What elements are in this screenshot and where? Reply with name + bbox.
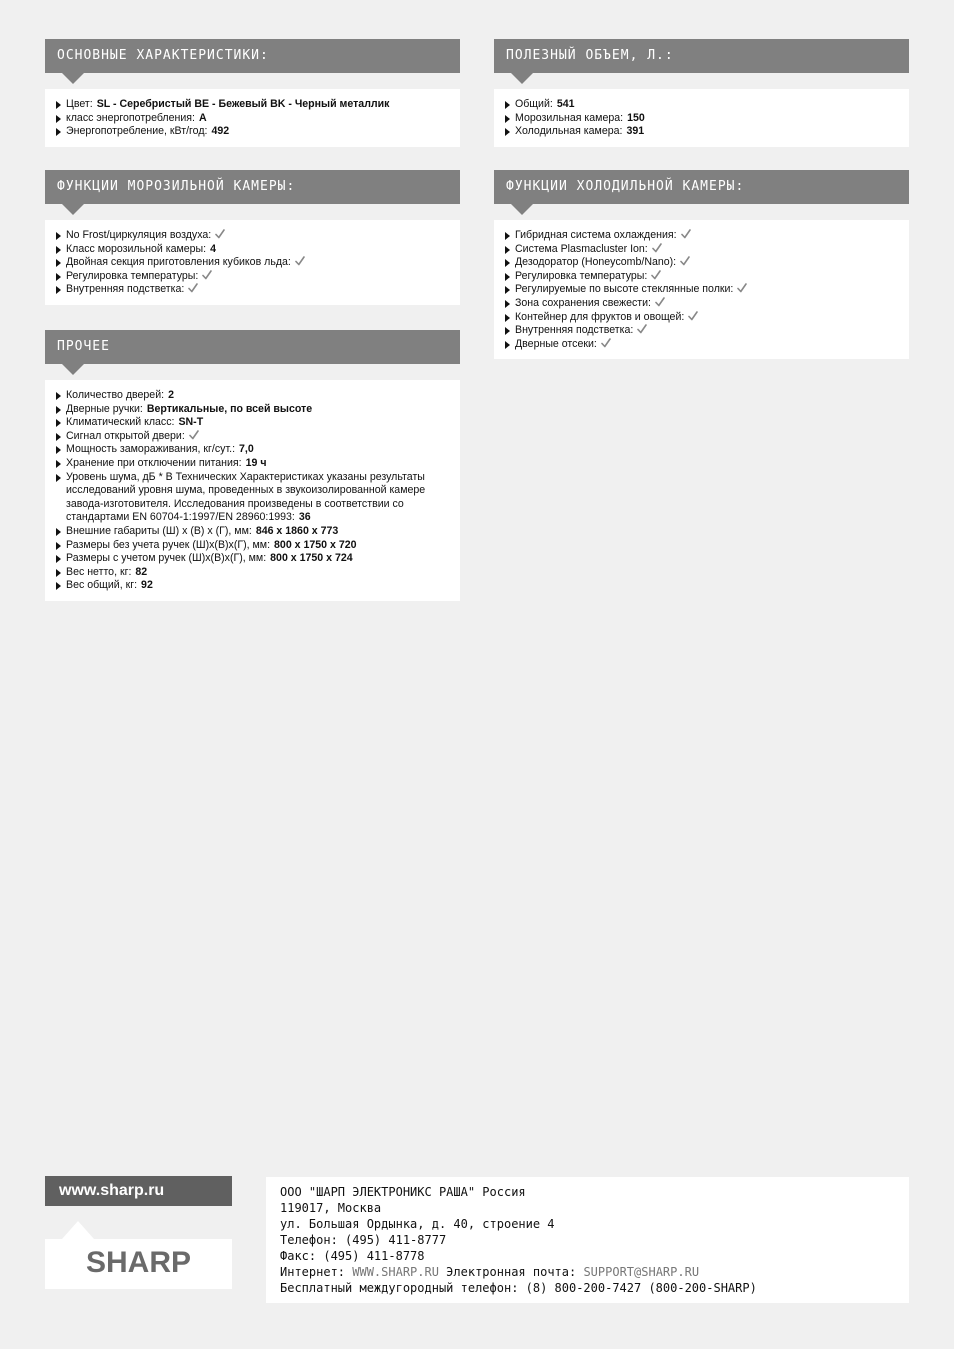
website-url[interactable]: www.sharp.ru xyxy=(45,1176,232,1206)
checkmark-icon xyxy=(295,256,305,266)
spec-item xyxy=(505,338,899,352)
spec-item xyxy=(56,457,450,471)
section-title: ФУНКЦИИ МОРОЗИЛЬНОЙ КАМЕРЫ: xyxy=(45,170,460,204)
spec-label: Внешние габариты (Ш) х (В) х (Г), мм: xyxy=(66,524,252,537)
spec-item xyxy=(56,389,450,403)
hotline: Бесплатный междугородный телефон: (8) 800-200-7427 (800-200-SHARP) xyxy=(280,1281,757,1295)
email-label: Электронная почта: xyxy=(438,1265,584,1279)
spec-label: класс энергопотребления: xyxy=(66,111,195,124)
spec-label: Гибридная система охлаждения: xyxy=(515,229,677,241)
section-freezer-functions xyxy=(45,170,460,305)
spec-label: Энергопотребление, кВт/год: xyxy=(66,125,208,138)
spec-label: Двойная секция приготовления кубиков льда: xyxy=(66,256,291,269)
spec-item xyxy=(56,566,450,580)
fax: Факс: (495) 411-8778 xyxy=(280,1249,425,1263)
spec-label: Климатический класс: xyxy=(66,416,175,429)
spec-label: Сигнал открытой двери: xyxy=(66,429,185,442)
section-body xyxy=(45,380,460,601)
spec-label: Размеры без учета ручек (Ш)х(В)х(Г), мм: xyxy=(66,538,271,551)
spec-item xyxy=(56,525,450,539)
spec-value: 4 xyxy=(210,242,216,255)
spec-value: 19 ч xyxy=(245,456,267,469)
checkmark-icon xyxy=(688,311,698,321)
spec-label: Внутренняя подстветка: xyxy=(515,324,634,337)
checkmark-icon xyxy=(188,283,198,293)
section-title: ФУНКЦИИ ХОЛОДИЛЬНОЙ КАМЕРЫ: xyxy=(494,170,909,204)
spec-item xyxy=(505,229,899,243)
section-title: ПРОЧЕЕ xyxy=(45,330,460,364)
spec-label: No Frost/циркуляция воздуха: xyxy=(66,229,212,241)
logo-pointer xyxy=(62,1221,94,1239)
spec-item xyxy=(56,112,450,126)
spec-label: Вес общий, кг: xyxy=(66,579,138,592)
checkmark-icon xyxy=(637,324,647,334)
spec-item xyxy=(56,125,450,139)
spec-label: Зона сохранения свежести: xyxy=(515,296,652,309)
checkmark-icon xyxy=(681,229,691,239)
spec-label: Класс морозильной камеры: xyxy=(66,242,207,255)
phone: Телефон: (495) 411-8777 xyxy=(280,1233,447,1247)
spec-label: Количество дверей: xyxy=(66,389,165,401)
spec-value: A xyxy=(198,111,207,124)
spec-item xyxy=(56,579,450,593)
spec-item xyxy=(56,539,450,553)
spec-value: 846 x 1860 x 773 xyxy=(255,524,339,537)
spec-item xyxy=(56,552,450,566)
section-other xyxy=(45,330,460,601)
spec-label: Размеры с учетом ручек (Ш)х(В)х(Г), мм: xyxy=(66,552,267,565)
spec-label: Общий: xyxy=(515,98,553,110)
spec-value: 541 xyxy=(556,98,575,110)
spec-label: Хранение при отключении питания: xyxy=(66,456,242,469)
spec-item xyxy=(56,416,450,430)
spec-label: Регулировка температуры: xyxy=(515,269,648,282)
spec-item xyxy=(505,311,899,325)
checkmark-icon xyxy=(652,243,662,253)
spec-value: 82 xyxy=(135,565,148,578)
spec-item xyxy=(56,256,450,270)
spec-item xyxy=(56,243,450,257)
spec-label: Морозильная камера: xyxy=(515,111,624,124)
checkmark-icon xyxy=(189,430,199,440)
section-main-specs xyxy=(45,39,460,147)
spec-value: 36 xyxy=(298,511,311,524)
spec-value: 391 xyxy=(626,125,645,138)
spec-label: Дезодоратор (Honeycomb/Nano): xyxy=(515,256,677,269)
spec-value: 2 xyxy=(168,389,174,401)
spec-label: Мощность замораживания, кг/сут.: xyxy=(66,443,236,456)
spec-item xyxy=(505,297,899,311)
spec-label: Регулировка температуры: xyxy=(66,269,199,282)
spec-label: Внутренняя подстветка: xyxy=(66,283,185,296)
spec-item xyxy=(56,270,450,284)
spec-value: 7,0 xyxy=(239,443,254,456)
section-body xyxy=(45,89,460,147)
checkmark-icon xyxy=(202,270,212,280)
spec-value: 492 xyxy=(211,125,230,138)
checkmark-icon xyxy=(215,229,225,239)
section-volume xyxy=(494,39,909,147)
spec-value: SL - Серебристый BE - Бежевый BK - Черный металлик xyxy=(96,98,390,110)
spec-item xyxy=(505,256,899,270)
spec-label: Холодильная камера: xyxy=(515,125,623,138)
spec-item xyxy=(505,98,899,112)
spec-item xyxy=(505,270,899,284)
spec-item xyxy=(56,403,450,417)
spec-label: Уровень шума, дБ * В Технических Характеристиках указаны результаты исследований уровня шума, проведенных в звукоизолированной камере завода-изготовителя. Исследования произведены в соответствии со стандартами EN 60704-1:1997/EN 28960:1993: xyxy=(66,470,426,524)
spec-item xyxy=(505,125,899,139)
spec-label: Дверные ручки: xyxy=(66,402,143,415)
spec-value: 150 xyxy=(627,111,645,124)
logo-panel xyxy=(45,1239,232,1289)
postcode-city: 119017, Москва xyxy=(280,1201,382,1215)
spec-label: Дверные отсеки: xyxy=(515,337,597,350)
internet-email-line xyxy=(280,1264,909,1280)
spec-label: Регулируемые по высоте стеклянные полки: xyxy=(515,283,734,296)
checkmark-icon xyxy=(651,270,661,280)
spec-value: 92 xyxy=(141,579,153,592)
spec-label: Контейнер для фруктов и овощей: xyxy=(515,310,685,323)
section-title: ОСНОВНЫЕ ХАРАКТЕРИСТИКИ: xyxy=(45,39,460,73)
spec-item xyxy=(505,243,899,257)
section-title: ПОЛЕЗНЫЙ ОБЪЕМ, Л.: xyxy=(494,39,909,73)
internet-link[interactable]: WWW.SHARP.RU xyxy=(352,1265,439,1279)
spec-item xyxy=(56,229,450,243)
section-body xyxy=(494,220,909,359)
spec-item xyxy=(505,112,899,126)
spec-item xyxy=(56,283,450,297)
spec-value: SN-T xyxy=(178,416,204,429)
street-address: ул. Большая Ордынка, д. 40, строение 4 xyxy=(280,1217,555,1231)
checkmark-icon xyxy=(601,338,611,348)
spec-item xyxy=(56,430,450,444)
sharp-logo: SHARP xyxy=(85,1246,191,1279)
section-body xyxy=(494,89,909,147)
spec-value: 800 x 1750 x 720 xyxy=(274,538,357,551)
checkmark-icon xyxy=(655,297,665,307)
spec-label: Цвет: xyxy=(66,98,93,110)
section-fridge-functions xyxy=(494,170,909,359)
spec-label: Система Plasmacluster Ion: xyxy=(515,242,648,255)
spec-value: 800 x 1750 x 724 xyxy=(270,552,353,565)
spec-item xyxy=(505,283,899,297)
spec-item xyxy=(56,98,450,112)
spec-value: Вертикальные, по всей высоте xyxy=(146,402,313,415)
checkmark-icon xyxy=(737,283,747,293)
company-name: ООО "ШАРП ЭЛЕКТРОНИКС РАША" Россия xyxy=(280,1185,526,1199)
spec-item xyxy=(56,471,450,525)
contact-block xyxy=(266,1177,909,1303)
spec-item xyxy=(56,443,450,457)
checkmark-icon xyxy=(680,256,690,266)
internet-label: Интернет: xyxy=(280,1265,353,1279)
spec-label: Вес нетто, кг: xyxy=(66,565,132,578)
section-body xyxy=(45,220,460,305)
spec-item xyxy=(505,324,899,338)
email-link[interactable]: SUPPORT@SHARP.RU xyxy=(583,1265,700,1279)
